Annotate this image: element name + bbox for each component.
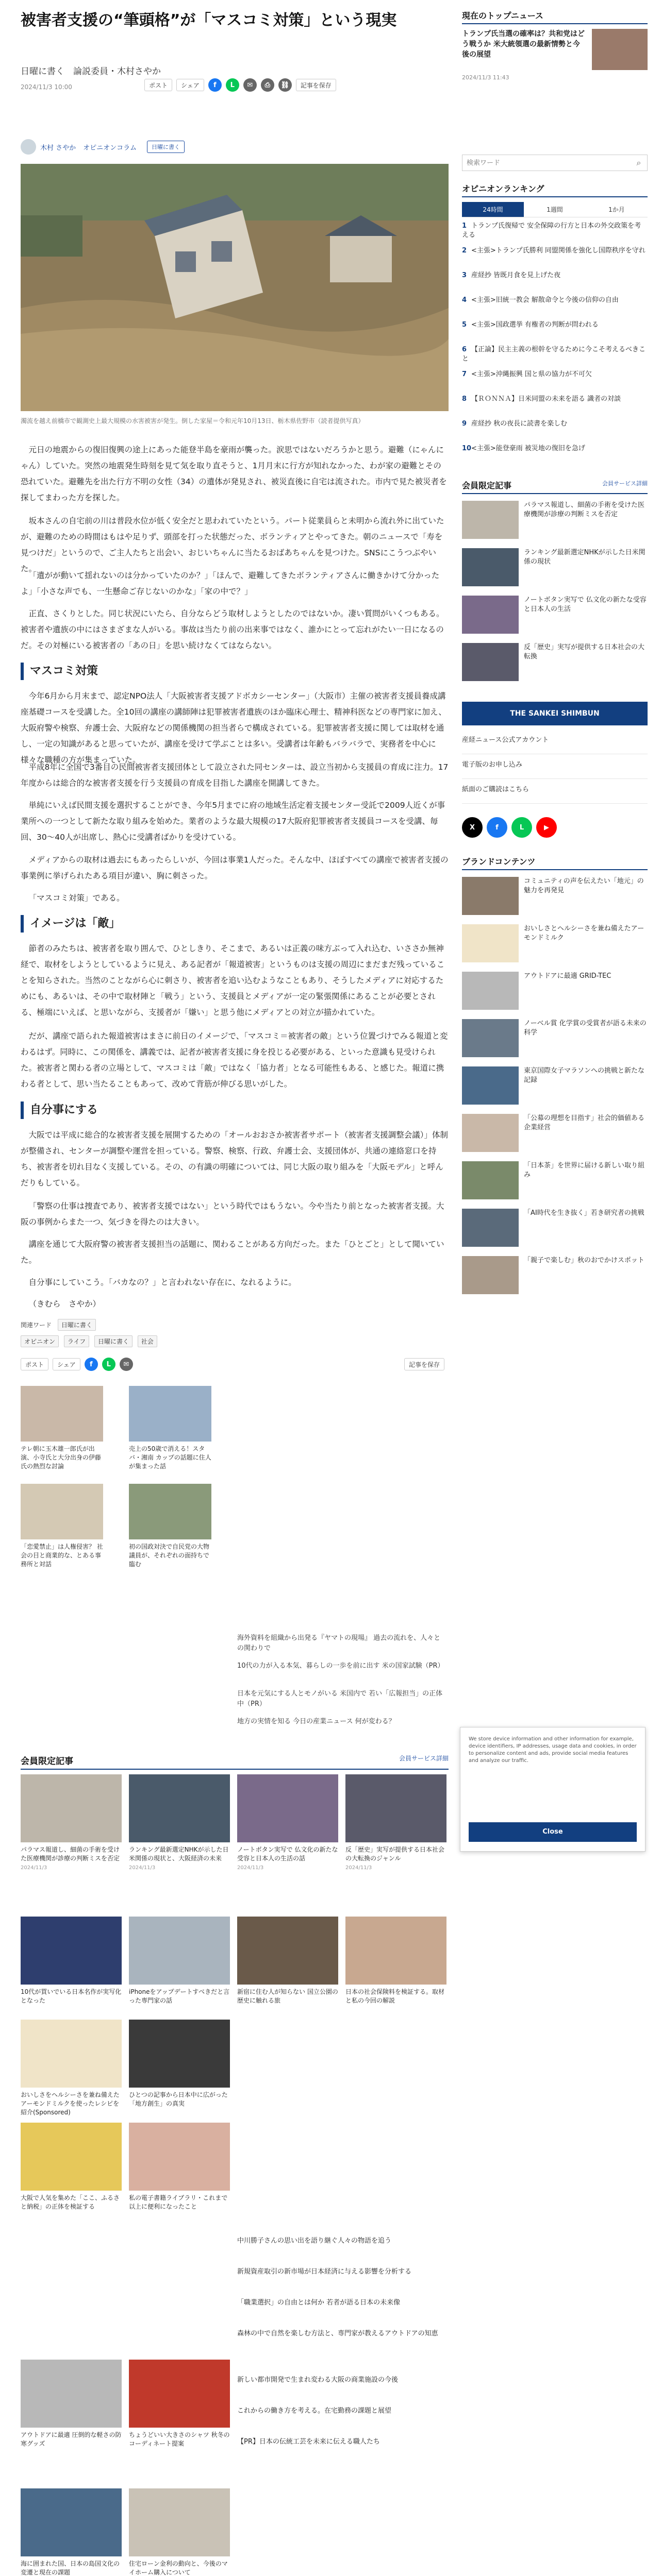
thumbnail[interactable] [462,548,519,586]
recommend-card[interactable] [129,2360,230,2448]
tab-24h[interactable]: 24時間 [462,202,524,217]
thumbnail[interactable] [462,1256,519,1294]
branding-title-link[interactable]: アウトドアに最適 GRID-TEC [524,972,611,980]
sidebar-member-title[interactable]: ノートボタン実写で 仏文化の新たな受容と日本人の生活 [524,596,647,613]
ranking-item[interactable]: 10<主張>能登豪雨 被災地の復旧を急げ [462,445,585,452]
thumbnail [237,1917,338,1985]
card-title: パラマス報道し、細菌の手術を受けた医療機関が診療の判断ミスを否定 [21,1846,120,1862]
youtube-icon[interactable]: ▶ [536,817,557,838]
members-link[interactable]: 会員サービス詳細 [399,1755,449,1762]
section-heading: イメージは「敵」 [21,915,449,933]
branding-title-link[interactable]: 東京国際女子マラソンへの挑戦と新たな記録 [524,1067,645,1084]
recommend-card[interactable] [129,2020,230,2108]
ranking-item[interactable]: 7 <主張>沖縄振興 国と県の協力が不可欠 [462,370,592,378]
cookie-close-button[interactable]: Close [469,1822,637,1842]
tag-item[interactable]: ライフ [64,1335,89,1347]
tag-label: 関連ワード [21,1321,52,1329]
sidebar-members-block [462,479,648,494]
text-link[interactable]: 「職業選択」の自由とは何か 若者が語る日本の未来像 [237,2299,401,2307]
thumbnail[interactable] [462,924,519,962]
search-icon[interactable]: ⌕ [636,158,641,167]
sidebar-member-title[interactable]: ランキング最新選定NHKが示した日米関係の現状 [524,549,646,566]
search-input[interactable] [462,155,631,171]
author-row [21,138,185,156]
link-icon[interactable]: ⛓ [278,78,292,92]
ranking-item-title: 【正論】民主主義の根幹を守るために今こそ考えるべきこと [462,346,646,363]
ranking-title: オピニオンランキング [462,182,648,197]
ranking-item-title: 産経抄 皆既月食を見上げた夜 [471,272,561,279]
ranking-tabs [462,202,648,217]
sidebar-member-title[interactable]: パラマス報道し、細菌の手術を受けた医療機関が診療の判断ミスを否定 [524,501,645,518]
author-name[interactable]: 木村 さやか [40,144,76,152]
sidebar-link[interactable]: 産経ニュース公式アカウント [462,736,648,754]
body-paragraph: 単純にいえば民間支援を選択することができ、今年5月までに府の地域生活定着支援センター受託で2009人近くが事業所への一つとして新たな取り組みを始めた。業者のような最大規模の17大阪府犯罪被害者支援員コースを受講、毎回、30～40人が出席し、熱心に受講者ばかりを受けている。 [21,801,445,842]
ranking-item-title: <主張>トランプ氏勝利 同盟関係を強化し国際秩序を守れ [471,247,646,255]
x-icon[interactable]: X [462,817,483,838]
ad-link[interactable]: 10代の力が入る本気、暮らしの一歩を前に出す 米の国家試験（PR） [237,1662,444,1670]
line-icon[interactable]: L [226,78,239,92]
card-title: おいしさをヘルシーさを兼ね備えたアーモンドミルクを使ったレシピを紹介(Sponsored) [21,2091,120,2116]
text-link[interactable]: 森林の中で自然を楽しむ方法と、専門家が教えるアウトドアの知恵 [237,2330,438,2337]
mail-icon[interactable]: ✉ [243,78,257,92]
line-icon[interactable]: L [511,817,532,838]
cookie-text: We store device information and other information for example, device identifiers, IP addresses, usage data and cookies, in order to personalize content and ads, provide social media features and analyze our traffic. [469,1736,637,1764]
card-title: ひとつの記事から日本中に広がった「地方創生」の真実 [129,2091,228,2107]
thumbnail [237,1774,338,1842]
thumbnail [21,1774,122,1842]
text-link[interactable]: 新規資産取引の新市場が日本経済に与える影響を分析する [237,2268,412,2276]
members-title-text: 会員限定記事 [21,1756,73,1767]
ranking-item[interactable]: 2 <主張>トランプ氏勝利 同盟関係を強化し国際秩序を守れ [462,247,646,255]
ranking-item-title: <主張>沖縄振興 国と県の協力が不可欠 [471,370,592,378]
post-button[interactable]: ポスト [21,1358,48,1370]
thumbnail[interactable] [462,1209,519,1247]
recommend-card[interactable] [129,2488,230,2576]
related-title: 初の国政対決で自民党の大物議員が、それぞれの面持ちで臨む [129,1543,210,1568]
thumbnail [129,2360,230,2428]
card-title: 新宿に住む人が知らない 国立公園の歴史に触れる旅 [237,1988,338,2004]
body-paragraph: 自分事にしていこう。「バカなの？」と言われない存在に、なれるように。 [28,1278,296,1287]
post-button[interactable]: ポスト [144,79,172,91]
thumbnail [129,2488,230,2556]
members-section-title [21,1754,449,1770]
thumbnail [21,1917,122,1985]
branding-title-link[interactable]: コミュニティの声を伝えたい「地元」の魅力を再発見 [524,877,644,894]
members-card[interactable] [21,1774,122,1871]
body-paragraph: 「警察の仕事は捜査であり、被害者支援ではない」という時代ではもうない。今や当たり前となった被害者支援。大阪の事例からまた一つ、気づきを得たのは大きい。 [21,1201,444,1227]
related-card[interactable] [21,1386,103,1471]
ranking-item-title: 【ＲＯＮＮＡ】日米同盟の未来を語る 識者の対談 [471,395,621,403]
branding-title-link[interactable]: 「親子で楽しむ」秋のおでかけスポット [524,1257,644,1264]
body-paragraph: 平成8年に全国で3番目の民間被害者支援団体として設立された同センターは、設立当初から支援員の育成に注力。17年度からは総合的な被害者支援を行う支援員の育成を目指した講座を開講してきた。 [21,762,449,788]
search-box [462,155,648,171]
body-paragraph: 大阪では平成に総合的な被害者支援を展開するための「オールおおさか被害者サポート（被害者支援調整会議）」体制が整備され、センターが調整や運営を担っている。警察、検察、行政、弁護士会、支援団体が、共通の連絡窓口を持ち、被害者を切れ目なく支援している。その、の有識の明確については、同じ大阪の取り組みを「大阪モデル」と呼んだりもしている。 [21,1130,448,1188]
ranking-block [462,182,648,197]
ranking-item-title: <主張>能登豪雨 被災地の復旧を急げ [471,445,585,452]
sidebar-members-title [462,479,648,494]
related-card[interactable] [129,1484,211,1569]
related-title: テレ朝に玉木雄一郎氏が出演、小寺氏と大分出身の伊藤氏の熱烈な討論 [21,1445,102,1470]
card-title: アウトドアに最適 圧倒的な軽さの防寒グッズ [21,2431,122,2447]
card-title: 海に囲まれた国、日本の島国文化の変遷と現在の課題 [21,2560,120,2576]
branding-title-link[interactable]: おいしさとヘルシーさを兼ね備えたアーモンドミルク [524,925,644,942]
body-paragraph: 元日の地震からの復旧復興の途上にあった能登半島を豪雨が襲った。涙思ではないだろうかと思う。避難（にゃんにゃん）していた。突然の地震発生時刻を見て気を取り直そうと、1月月末に行方が知れなかった、わが家の避難とその恐れていた。避難先を出た行方不明の女性（34）の遺体が発見され、被災直後に自宅は流された。市内で見た被災者を探してまわった方を探した。 [21,445,447,502]
ad-link[interactable]: 地方の実情を知る 今日の産業ニュース 何が変わる？ [237,1718,395,1725]
section-heading: マスコミ対策 [21,663,449,680]
related-card[interactable] [129,1386,211,1471]
recommend-card[interactable] [21,2360,122,2448]
top-news-headline[interactable]: トランプ氏当選の確率は？共和党はどう戦うか 米大統領選の最新情勢と今後の展望 [462,30,585,59]
ranking-item[interactable]: 1 トランプ氏復帰で 安全保障の行方と日本の外交政策を考える [462,222,641,239]
article-photo [21,164,449,411]
text-link[interactable]: 新しい都市開発で生まれ変わる大阪の商業施設の今後 [237,2376,399,2384]
thumbnail[interactable] [462,596,519,634]
members-card[interactable] [237,1774,338,1871]
cookie-dialog [460,1727,646,1852]
author-tag[interactable]: オピニオンコラム [83,144,137,152]
sidebar-members-link[interactable]: 会員サービス詳細 [602,480,648,487]
thumbnail[interactable] [462,1019,519,1057]
tag-item[interactable]: 日曜に書く [94,1335,133,1347]
page-title: 被害者支援の“筆頭格”が「マスコミ対策」という現実 [21,11,397,29]
top-news-date: 2024/11/3 11:43 [462,74,509,81]
ranking-item-title: <主張>国政選挙 有権者の判断が問われる [471,321,599,329]
text-link[interactable]: 中川勝子さんの思い出を語り継ぐ人々の物語を追う [237,2237,392,2245]
thumbnail [129,2020,230,2088]
facebook-icon[interactable]: f [208,78,222,92]
thumbnail [21,2360,122,2428]
ranking-item-title: 産経抄 秋の夜長に読書を楽しむ [471,420,568,428]
ranking-item[interactable]: 5 <主張>国政選挙 有権者の判断が問われる [462,321,599,329]
recommend-card[interactable] [21,1917,122,2005]
thumbnail[interactable] [462,1161,519,1199]
tag-item[interactable]: 社会 [138,1335,157,1347]
top-news-block [462,9,648,24]
recommend-card[interactable] [345,1917,446,2005]
share-button[interactable]: シェア [176,79,204,91]
body-paragraph: 今年6月から月末まで、認定NPO法人「大阪被害者支援アドボカシーセンター」（大阪市）主催の被害者支援員養成講座基礎コースを受講した。全10回の講座の講師陣は犯罪被害者遺族のほか臨床心理士、精神科医などの専門家に加え、大阪府警や検察、弁護士会、大阪府などの関係機関の担当者らで構成されている。犯罪被害者支援に関しては取材を通し、一定の知識があると思っていたが、講座を受けて学ぶことは多い。受講者は年齢もバラバラで、実務者を中心に様々な職種の方が集まっていた。 [21,691,446,765]
card-title: 私の電子書籍ライブラリ・これまで以上に便利になったこと [129,2194,228,2210]
card-date: 2024/11/3 [237,1865,264,1871]
body-paragraph: 「マスコミ対策」である。 [28,893,125,903]
recommend-card[interactable] [21,2020,122,2117]
card-date: 2024/11/3 [129,1865,156,1871]
card-title: 10代が買いでいる日本名作が実写化となった [21,1988,122,2004]
thumbnail [345,1774,446,1842]
card-title: iPhoneをアップデートすべきだと言った専門家の話 [129,1988,230,2004]
ranking-item[interactable]: 9 産経抄 秋の夜長に読書を楽しむ [462,420,568,428]
share-button[interactable]: シェア [53,1358,80,1370]
mail-icon[interactable]: ✉ [120,1358,133,1371]
body-paragraph: だが、講座で語られた報道被害はまさに前日のイメージで、「マスコミ＝被害者の敵」という位置づけでみる報道と変わるはず。同時に、この関係を、講義では、記者が被害者支援に身を投じる必要がある、といった意識も見受けられた。被害者と関わる者の立場として、マスコミは「敵」ではなく「協力者」となる可能性もある、と感じた。報道に携わる者として、思い当たることもあって、改めて背筋が伸びる思いがした。 [21,1031,448,1089]
text-link[interactable]: 【PR】日本の伝統工芸を未来に伝える職人たち [237,2438,380,2446]
thumbnail [345,1917,446,1985]
related-title: 売上の50歳で消える！スタバ・湘南 カップの話題に住人が集まった話 [129,1445,211,1470]
related-card[interactable] [21,1484,103,1569]
thumbnail[interactable] [462,501,519,539]
recommend-card[interactable] [21,2488,122,2576]
body-paragraph: 節者のみたちは、被害者を取り囲んで、ひとしきり、そこまで、あるいは正義の味方ぶって入れ込む、いささか無神経で、取材をしようとしているように見え、ある記者が「報道被害」というものは支援の周辺にまだまだ残っていることを知らされた。当然のことながら心に刺さり、被害者を追い込むようなこともあり、そうしたメディアに対応するためにも、あるいは、その中で取材陣と「戦う」という、支援員とメディアが一定の緊張関係にあることが必要とされる、極端にいえば、と思いながら、支援者が「嫌い」と思う他にメディアとの対立が描かれていた。 [21,944,445,1017]
article-date: 2024/11/3 10:00 [21,83,72,91]
ranking-item[interactable]: 8 【ＲＯＮＮＡ】日米同盟の未来を語る 識者の対談 [462,395,621,403]
branding-title-link[interactable]: 「日本茶」を世界に届ける新しい取り組み [524,1162,645,1179]
body-paragraph: 坂本さんの自宅前の川は普段水位が低く安全だと思われていたという。パート従業員らと未明から流れ外に出ていたが、避難のための時間はもはや足りず、頭部を打った状態だった、ボランティアとやってきた。朝のニュースで「寿を見つけだ」というので、ご主人たちと出会い、おじいちゃんに当たるおばあちゃんを見つけた。SNSにこうつぶやいた。 [21,516,444,573]
thumbnail [21,2488,122,2556]
card-title: ランキング最新選定NHKが示した日米関係の現状と、大阪経済の未来 [129,1846,229,1862]
card-title: ノートボタン実写で 仏文化の新たな受容と日本人の生活の話 [237,1846,338,1862]
sidebar-link[interactable]: 電子版のお申し込み [462,760,648,779]
recommend-card[interactable] [237,1917,338,2005]
avatar [21,139,36,155]
card-date: 2024/11/3 [21,1865,47,1871]
sidebar-members-title-text: 会員限定記事 [462,481,512,490]
thumbnail [129,1484,211,1539]
article-subtitle: 日曜に書く 論説委員・木村さやか [21,66,161,77]
branding-block [462,855,648,870]
save-button[interactable]: 記事を保存 [296,79,336,91]
branding-title-link[interactable]: 「公募の理想を目指す」社会的価値ある企業経営 [524,1114,645,1131]
thumbnail[interactable] [462,1066,519,1105]
card-title: 日本の社会保険料を検証する。取材と私の今回の解説 [345,1988,445,2004]
print-icon[interactable]: ⎙ [261,78,274,92]
share-toolbar [144,78,340,92]
body-paragraph: メディアからの取材は過去にもあったらしいが、今回は事業1人だった。そんな中、ほぼすべての講座で被害者支援の事業例に挙げられたある項目が違い、胸に刺さった。 [21,855,449,880]
thumbnail[interactable] [462,1114,519,1152]
section-heading: 自分事にする [21,1101,449,1119]
ad-link[interactable]: 日本を元気にする人とモノがいる 米国内で 若い「広報担当」の正体 中（PR） [237,1690,443,1708]
thumbnail [21,1386,103,1442]
thumbnail [129,2123,230,2191]
tab-1month[interactable]: 1か月 [608,206,625,213]
card-title: ちょうどいい大きさのシャツ 秋冬のコーディネート提案 [129,2431,230,2447]
ranking-item[interactable]: 6 【正論】民主主義の根幹を守るために今こそ考えるべきこと [462,346,646,363]
thumbnail [21,2020,122,2088]
facebook-icon[interactable]: f [487,817,507,838]
tab-1week[interactable]: 1週間 [547,206,563,213]
body-paragraph: 正直、さくりとした。同じ状況にいたら、自分ならどう取材しようとしたのではないか。凄い質問がいくつもある。被害者や遺族の中にはさまざまな人がいる。事故は当たり前の出来事ではなく、誰かにとって忘れがたい一日になるのだ。その対極にいる被害者の「あの日」を思い続けなくてはならない。 [21,609,444,650]
thumbnail [21,2123,122,2191]
thumbnail[interactable] [462,643,519,681]
photo-caption: 濁流を越え前橋市で観測史上最大規模の水害被害が発生。倒した家屋＝令和元年10月13日、栃木県佐野市（読者提供写真） [21,417,365,425]
related-title: 「恋愛禁止」は人権侵害？ 社会の目と商業的な、とある事務所と対話 [21,1543,103,1568]
genre-tag-list [21,1335,449,1347]
tag-item[interactable]: オピニオン [21,1335,59,1347]
social-follow-row [462,817,561,838]
body-paragraph: 「遺がが動いて揺れないのは分かっていたのか？」「ほんで、避難してきたボランティアさんに働きかけて分かったよ」「小さな声でも、一生懸命ご存じないのかな」「家の中で？」 [21,571,440,596]
bottom-share-toolbar [21,1354,449,1375]
ranking-item-title: トランプ氏復帰で 安全保障の行方と日本の外交政策を考える [462,222,641,239]
thumbnail[interactable] [462,877,519,915]
card-title: 反「歴史」実写が提供する日本社会の大転換のジャンル [345,1846,445,1862]
tag-list [21,1319,449,1331]
members-card[interactable] [345,1774,446,1871]
thumbnail [129,1386,211,1442]
branding-title-link[interactable]: 「AI時代を生き抜く」若き研究者の挑戦 [524,1209,644,1217]
signature: （きむら さやか） [28,1299,101,1309]
text-link[interactable]: これからの働き方を考える。在宅勤務の課題と展望 [237,2407,392,2415]
follow-button[interactable]: 日曜に書く [147,141,185,153]
thumbnail [129,1774,230,1842]
ranking-item-title: <主張>旧統一教会 解散命令と今後の信仰の自由 [471,296,619,304]
branding-title-link[interactable]: ノーベル賞 化学賞の受賞者が語る未来の科学 [524,1020,647,1037]
recommend-card[interactable] [129,1917,230,2005]
top-news-title: 現在のトップニュース [462,9,648,24]
top-news-thumbnail[interactable] [592,29,648,70]
tag-item[interactable]: 日曜に書く [58,1319,96,1331]
line-icon[interactable]: L [102,1358,115,1371]
body-paragraph: 講座を通じて大阪府警の被害者支援担当の話題に、関わることがある方向だった。また「ひとごと」として聞いていた。 [21,1240,444,1265]
card-title: 住宅ローン金利の動向と、今後のマイホーム購入について [129,2560,228,2576]
thumbnail [129,1917,230,1985]
recommend-card[interactable] [21,2123,122,2211]
branding-title: ブランドコンテンツ [462,855,648,870]
sankei-banner[interactable]: THE SANKEI SHIMBUN [462,702,648,725]
save-button[interactable]: 記事を保存 [404,1358,444,1370]
members-card[interactable] [129,1774,230,1871]
facebook-icon[interactable]: f [85,1358,98,1371]
ad-link[interactable]: 海外資料を組織から出発る『ヤマトの現場』 過去の流れを、人々との関わりで [237,1634,441,1652]
card-title: 大阪で人気を集めた「ここ、ふるさと納税」の正体を検証する [21,2194,120,2210]
ranking-item[interactable]: 3 産経抄 皆既月食を見上げた夜 [462,272,561,279]
sidebar-link[interactable]: 紙面のご購読はこちら [462,785,648,804]
sidebar-member-title[interactable]: 反「歴史」実写が提供する日本社会の大転換 [524,643,645,660]
ranking-item[interactable]: 4 <主張>旧統一教会 解散命令と今後の信仰の自由 [462,296,619,304]
thumbnail [21,1484,103,1539]
recommend-card[interactable] [129,2123,230,2211]
card-date: 2024/11/3 [345,1865,372,1871]
thumbnail[interactable] [462,972,519,1010]
